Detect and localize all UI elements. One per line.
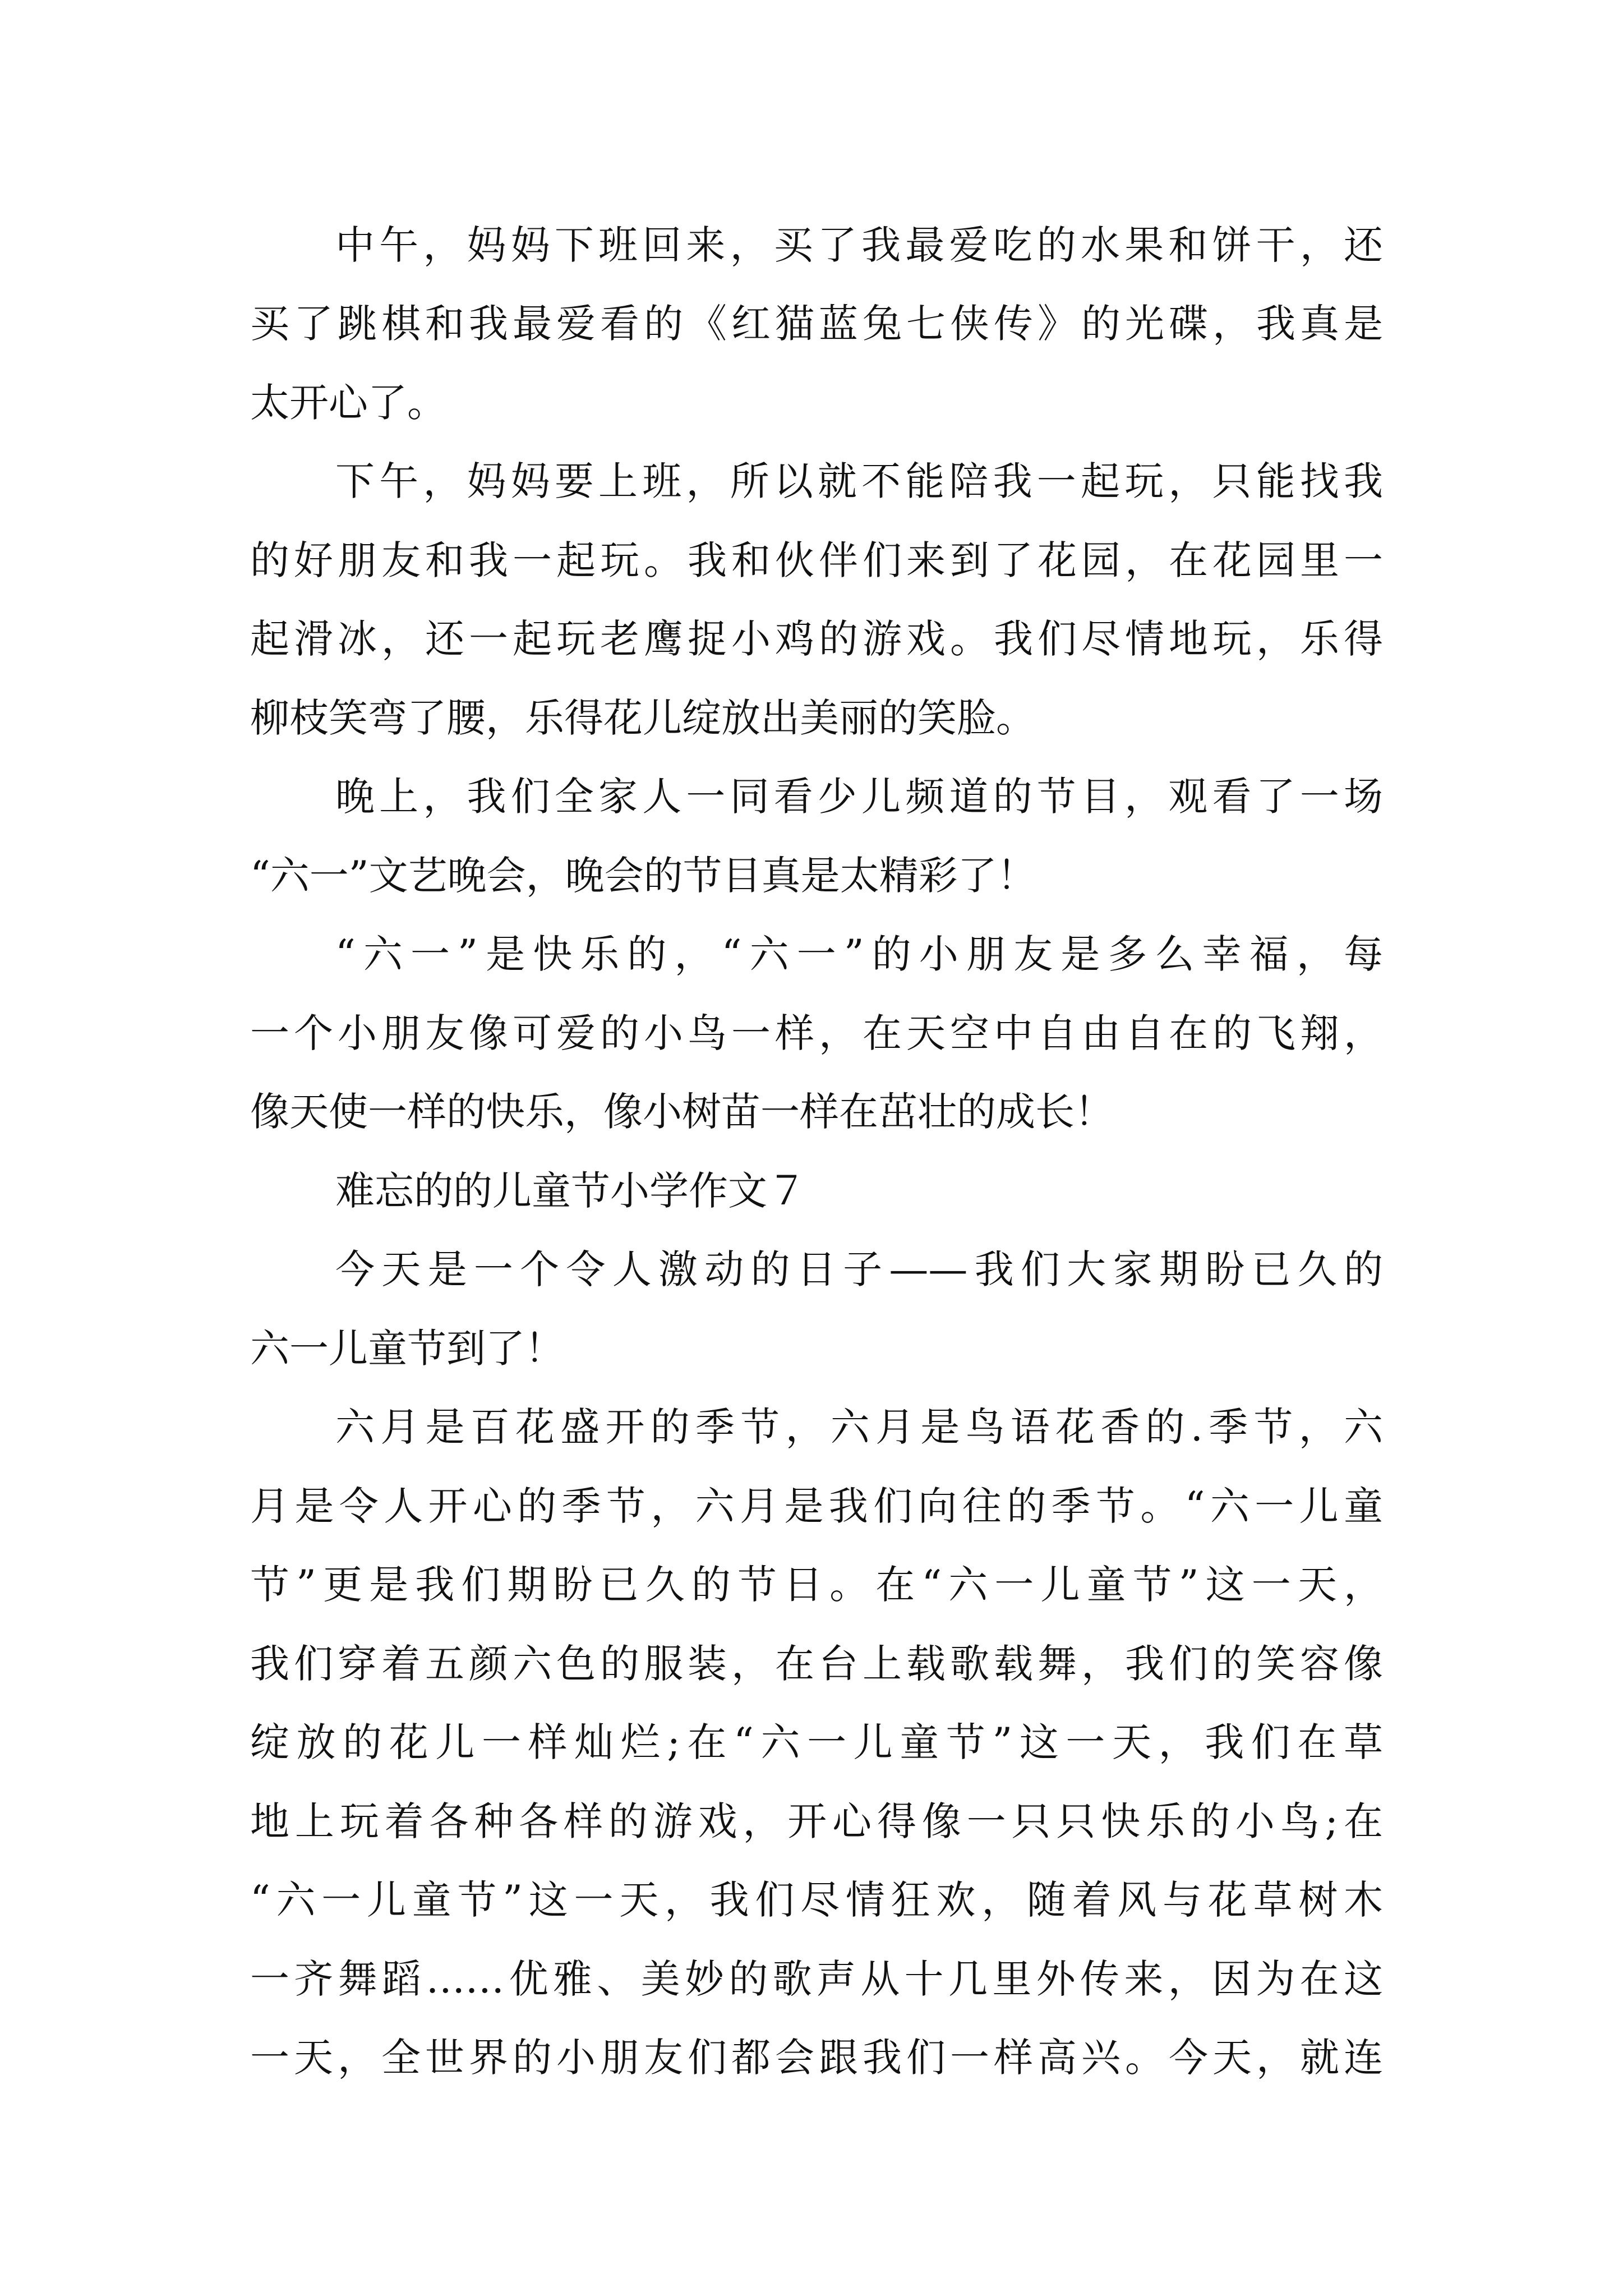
text-line: 买了跳棋和我最爱看的《红猫蓝兔七侠传》的光碟，我真是 bbox=[250, 301, 1383, 347]
text-line: 六一儿童节到了！ bbox=[250, 1326, 564, 1372]
text-line: 柳枝笑弯了腰，乐得花儿绽放出美丽的笑脸。 bbox=[250, 695, 1035, 741]
text-line: 六月是百花盛开的季节，六月是鸟语花香的.季节，六 bbox=[335, 1404, 1383, 1450]
text-line: 下午，妈妈要上班，所以就不能陪我一起玩，只能找我 bbox=[335, 458, 1383, 504]
text-line: 太开心了。 bbox=[250, 380, 446, 426]
text-line: 绽放的花儿一样灿烂;在“六一儿童节”这一天，我们在草 bbox=[250, 1719, 1383, 1765]
section-heading: 难忘的的儿童节小学作文７ bbox=[335, 1168, 806, 1214]
text-line: 起滑冰，还一起玩老鹰捉小鸡的游戏。我们尽情地玩，乐得 bbox=[250, 616, 1383, 662]
text-line: 一个小朋友像可爱的小鸟一样，在天空中自由自在的飞翔， bbox=[250, 1010, 1383, 1056]
text-line: 月是令人开心的季节，六月是我们向往的季节。“六一儿童 bbox=[250, 1483, 1383, 1529]
text-line: 地上玩着各种各样的游戏，开心得像一只只快乐的小鸟;在 bbox=[250, 1798, 1383, 1844]
text-line: 一天，全世界的小朋友们都会跟我们一样高兴。今天，就连 bbox=[250, 2035, 1383, 2081]
text-line: 的好朋友和我一起玩。我和伙伴们来到了花园，在花园里一 bbox=[250, 537, 1383, 583]
text-line: 一齐舞蹈……优雅、美妙的歌声从十几里外传来，因为在这 bbox=[250, 1956, 1383, 2002]
text-line: 像天使一样的快乐，像小树苗一样在茁壮的成长！ bbox=[250, 1089, 1114, 1135]
text-line: “六一”文艺晚会，晚会的节目真是太精彩了！ bbox=[250, 853, 1036, 899]
text-line: 我们穿着五颜六色的服装，在台上载歌载舞，我们的笑容像 bbox=[250, 1641, 1383, 1687]
text-line: 今天是一个令人激动的日子——我们大家期盼已久的 bbox=[335, 1246, 1383, 1292]
text-line: 节”更是我们期盼已久的节日。在“六一儿童节”这一天， bbox=[250, 1562, 1383, 1608]
text-line: 晚上，我们全家人一同看少儿频道的节目，观看了一场 bbox=[335, 774, 1383, 820]
text-line: “六一儿童节”这一天，我们尽情狂欢，随着风与花草树木 bbox=[250, 1877, 1383, 1923]
text-line: 中午，妈妈下班回来，买了我最爱吃的水果和饼干，还 bbox=[335, 222, 1383, 268]
text-line: “六一”是快乐的，“六一”的小朋友是多么幸福，每 bbox=[335, 931, 1383, 977]
